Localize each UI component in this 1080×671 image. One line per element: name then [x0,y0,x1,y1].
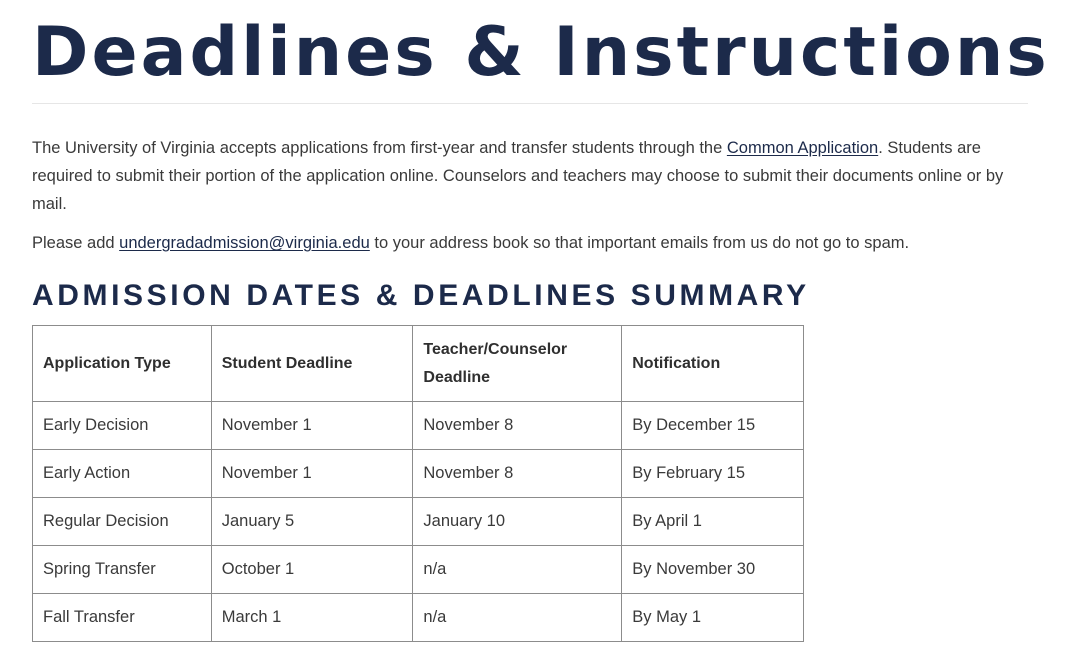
deadlines-table [32,325,804,642]
title-divider [32,103,1028,104]
page-content [32,0,1050,642]
table-row [33,546,804,594]
table-cell: n/a [413,594,622,642]
table-cell: November 1 [211,402,413,450]
intro-text-start: The University of Virginia accepts applications from first-year and transfer students through the [32,139,727,157]
table-row [33,402,804,450]
page-title: Deadlines & Instructions [32,13,1050,92]
table-cell: By November 30 [622,546,804,594]
table-cell: Fall Transfer [33,594,212,642]
table-cell: October 1 [211,546,413,594]
table-row [33,450,804,498]
column-header-application-type: Application Type [33,326,212,402]
table-cell: March 1 [211,594,413,642]
table-cell: Early Action [33,450,212,498]
table-cell: By May 1 [622,594,804,642]
common-application-link[interactable]: Common Application [726,139,879,157]
column-header-notification: Notification [622,326,804,402]
column-header-teacher-counselor-deadline: Teacher/Counselor Deadline [413,326,622,402]
table-cell: November 8 [413,450,622,498]
table-row [33,594,804,642]
intro-text-end: . Students are required to submit their portion of the application online. Counselors and teachers may choose to submit their documents online or by mail. [32,139,1004,213]
table-cell: By December 15 [622,402,804,450]
table-cell: n/a [413,546,622,594]
table-cell: By February 15 [622,450,804,498]
table-cell: Early Decision [33,402,212,450]
table-cell: Regular Decision [33,498,212,546]
table-cell: November 1 [211,450,413,498]
table-row [33,498,804,546]
table-cell: Spring Transfer [33,546,212,594]
table-cell: By April 1 [622,498,804,546]
intro-paragraph [32,134,1028,218]
spam-note-text-start: Please add [32,234,120,252]
table-cell: January 5 [211,498,413,546]
admission-email-link[interactable]: undergradadmission@virginia.edu [119,234,370,252]
table-cell: January 10 [413,498,622,546]
table-cell: November 8 [413,402,622,450]
summary-heading: ADMISSION DATES & DEADLINES SUMMARY [32,279,810,312]
spam-note-text-end: to your address book so that important emails from us do not go to spam. [369,234,910,252]
spam-note-paragraph [32,229,1028,257]
column-header-student-deadline: Student Deadline [211,326,413,402]
table-header-row [33,326,804,402]
